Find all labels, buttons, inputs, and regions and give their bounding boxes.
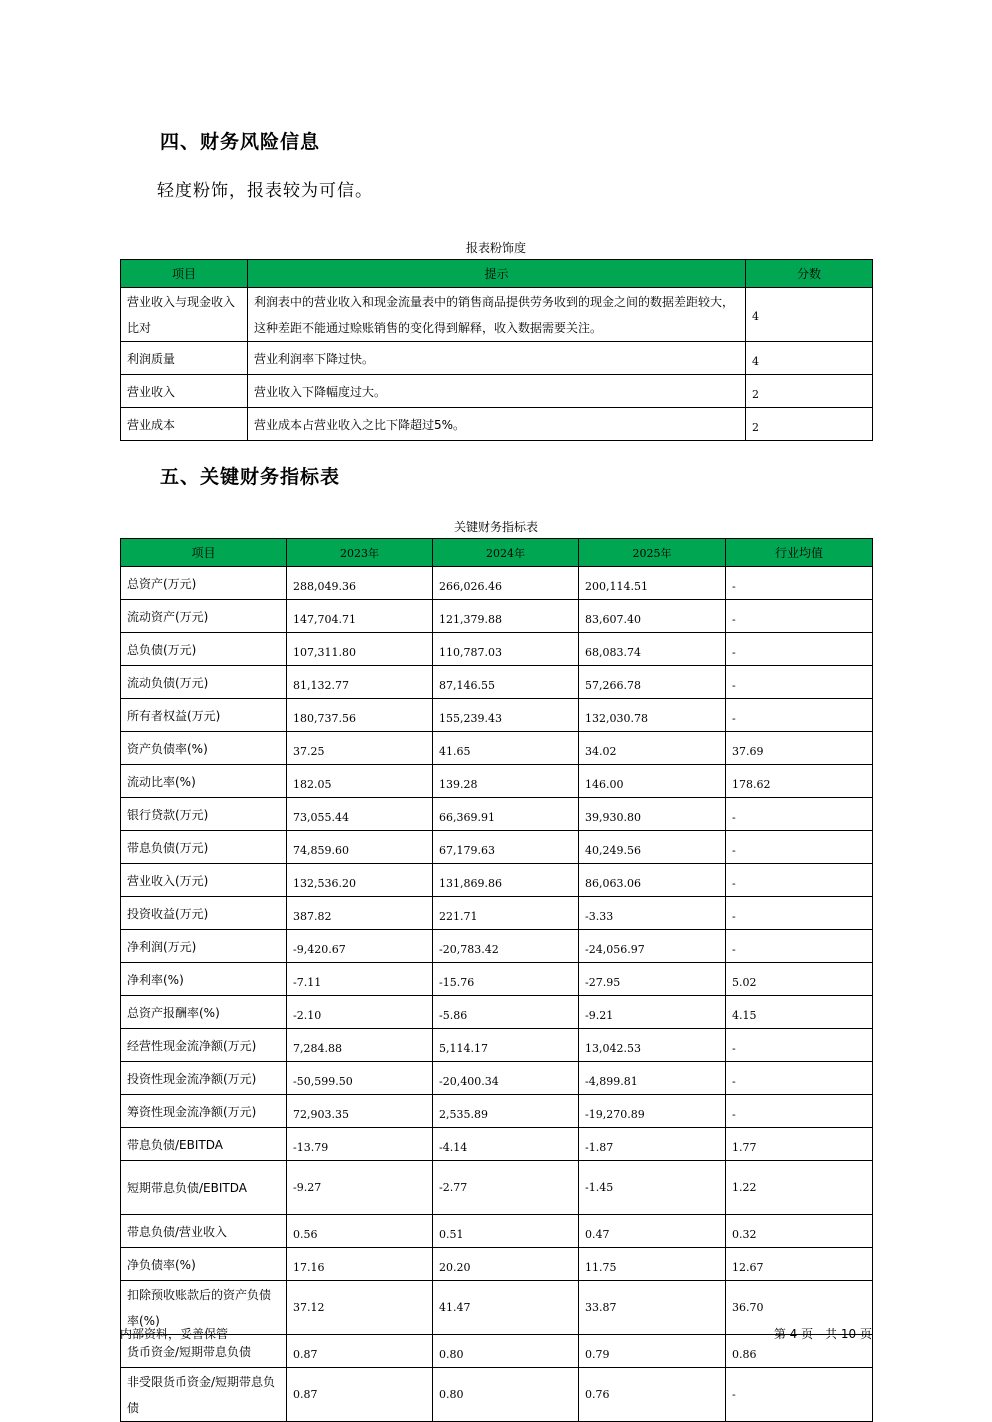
metric-value: 2,535.89 [433, 1095, 579, 1128]
metric-value: -15.76 [433, 963, 579, 996]
metric-name: 所有者权益(万元) [121, 699, 287, 732]
risk-item: 营业收入与现金收入比对 [121, 288, 248, 342]
table-row [121, 1029, 873, 1062]
metrics-header-item: 项目 [121, 539, 287, 567]
metric-value: 33.87 [579, 1281, 726, 1335]
metric-name: 带息负债/营业收入 [121, 1215, 287, 1248]
table-row [121, 1215, 873, 1248]
metric-value: -27.95 [579, 963, 726, 996]
metric-value: -4.14 [433, 1128, 579, 1161]
table-row [121, 963, 873, 996]
metric-value: 20.20 [433, 1248, 579, 1281]
metric-value: 67,179.63 [433, 831, 579, 864]
risk-hint: 营业成本占营业收入之比下降超过5%。 [248, 408, 746, 441]
footer-confidential: 内部资料，妥善保管 [120, 1327, 229, 1341]
metrics-table [120, 538, 873, 1422]
metric-value: 155,239.43 [433, 699, 579, 732]
metric-value: -7.11 [287, 963, 433, 996]
metric-value: -20,400.34 [433, 1062, 579, 1095]
risk-header-hint: 提示 [248, 260, 746, 288]
metric-value: 57,266.78 [579, 666, 726, 699]
metric-value: 40,249.56 [579, 831, 726, 864]
metric-name: 营业收入(万元) [121, 864, 287, 897]
metric-value: 132,536.20 [287, 864, 433, 897]
metric-value: 7,284.88 [287, 1029, 433, 1062]
metric-name: 净利润(万元) [121, 930, 287, 963]
metric-value: 266,026.46 [433, 567, 579, 600]
metric-name: 经营性现金流净额(万元) [121, 1029, 287, 1062]
metric-industry-avg: 4.15 [726, 996, 873, 1029]
table-row [121, 1248, 873, 1281]
metric-value: 180,737.56 [287, 699, 433, 732]
metric-value: 86,063.06 [579, 864, 726, 897]
table-row [121, 1368, 873, 1422]
metric-value: 0.80 [433, 1335, 579, 1368]
table-row [121, 408, 873, 441]
metric-name: 扣除预收账款后的资产负债率(%) [121, 1281, 287, 1335]
metric-industry-avg: 1.77 [726, 1128, 873, 1161]
metric-name: 资产负债率(%) [121, 732, 287, 765]
risk-header-score: 分数 [746, 260, 873, 288]
footer-page-number: 第 4 页 共 10 页 [773, 1327, 872, 1341]
metric-value: 68,083.74 [579, 633, 726, 666]
table-row [121, 996, 873, 1029]
risk-item: 利润质量 [121, 342, 248, 375]
metric-industry-avg: - [726, 1029, 873, 1062]
metric-name: 投资收益(万元) [121, 897, 287, 930]
metric-industry-avg: 5.02 [726, 963, 873, 996]
table-row [121, 699, 873, 732]
metric-value: 221.71 [433, 897, 579, 930]
metric-industry-avg: - [726, 864, 873, 897]
metric-value: 73,055.44 [287, 798, 433, 831]
table-row [121, 342, 873, 375]
metric-industry-avg: - [726, 798, 873, 831]
table-row [121, 798, 873, 831]
risk-summary: 轻度粉饰，报表较为可信。 [157, 181, 373, 201]
table-row [121, 765, 873, 798]
metric-value: 74,859.60 [287, 831, 433, 864]
metric-name: 流动比率(%) [121, 765, 287, 798]
table-row [121, 930, 873, 963]
metric-value: -9.27 [287, 1161, 433, 1215]
risk-score: 2 [746, 375, 873, 408]
risk-hint: 营业收入下降幅度过大。 [248, 375, 746, 408]
metric-value: -9.21 [579, 996, 726, 1029]
metric-value: -1.87 [579, 1128, 726, 1161]
table-row [121, 288, 873, 342]
metric-value: 131,869.86 [433, 864, 579, 897]
metric-industry-avg: - [726, 567, 873, 600]
risk-table [120, 259, 873, 441]
metric-value: -1.45 [579, 1161, 726, 1215]
metric-value: -4,899.81 [579, 1062, 726, 1095]
metric-industry-avg: 0.32 [726, 1215, 873, 1248]
metric-value: 132,030.78 [579, 699, 726, 732]
metric-value: 66,369.91 [433, 798, 579, 831]
metrics-header-2024: 2024年 [433, 539, 579, 567]
metric-value: 139.28 [433, 765, 579, 798]
table-row [121, 1161, 873, 1215]
metric-value: 0.56 [287, 1215, 433, 1248]
metric-value: 72,903.35 [287, 1095, 433, 1128]
risk-item: 营业收入 [121, 375, 248, 408]
table-row [121, 1281, 873, 1335]
metric-value: -13.79 [287, 1128, 433, 1161]
table-row [121, 375, 873, 408]
metric-value: -5.86 [433, 996, 579, 1029]
metric-value: 0.47 [579, 1215, 726, 1248]
table-row [121, 666, 873, 699]
table-row [121, 1128, 873, 1161]
metric-value: 41.47 [433, 1281, 579, 1335]
metric-industry-avg: 37.69 [726, 732, 873, 765]
risk-item: 营业成本 [121, 408, 248, 441]
metric-value: 81,132.77 [287, 666, 433, 699]
metric-value: 0.87 [287, 1335, 433, 1368]
metric-value: 147,704.71 [287, 600, 433, 633]
section4-heading: 四、财务风险信息 [160, 131, 321, 153]
metric-value: -3.33 [579, 897, 726, 930]
risk-score: 4 [746, 342, 873, 375]
metric-value: 0.51 [433, 1215, 579, 1248]
metrics-header-2023: 2023年 [287, 539, 433, 567]
risk-score: 2 [746, 408, 873, 441]
metric-value: -19,270.89 [579, 1095, 726, 1128]
metric-industry-avg: - [726, 600, 873, 633]
metric-value: -9,420.67 [287, 930, 433, 963]
metric-industry-avg: - [726, 1368, 873, 1422]
metric-value: -20,783.42 [433, 930, 579, 963]
metric-name: 总负债(万元) [121, 633, 287, 666]
metric-name: 总资产(万元) [121, 567, 287, 600]
risk-hint: 利润表中的营业收入和现金流量表中的销售商品提供劳务收到的现金之间的数据差距较大，这种差距不能通过赊账销售的变化得到解释，收入数据需要关注。 [248, 288, 746, 342]
metric-name: 银行贷款(万元) [121, 798, 287, 831]
metric-value: 34.02 [579, 732, 726, 765]
metric-name: 流动负债(万元) [121, 666, 287, 699]
metric-value: 200,114.51 [579, 567, 726, 600]
metric-value: 0.79 [579, 1335, 726, 1368]
metric-industry-avg: - [726, 633, 873, 666]
risk-table-caption: 报表粉饰度 [465, 241, 526, 255]
metrics-header-industry-avg: 行业均值 [726, 539, 873, 567]
metric-industry-avg: - [726, 1095, 873, 1128]
table-row [121, 864, 873, 897]
metric-value: 37.25 [287, 732, 433, 765]
metric-name: 货币资金/短期带息负债 [121, 1335, 287, 1368]
metric-value: 11.75 [579, 1248, 726, 1281]
metric-industry-avg: - [726, 1062, 873, 1095]
metric-industry-avg: 12.67 [726, 1248, 873, 1281]
table-row [121, 1095, 873, 1128]
metric-name: 流动资产(万元) [121, 600, 287, 633]
metric-value: -50,599.50 [287, 1062, 433, 1095]
metric-value: 37.12 [287, 1281, 433, 1335]
table-row [121, 1335, 873, 1368]
metric-industry-avg: - [726, 666, 873, 699]
metric-name: 净负债率(%) [121, 1248, 287, 1281]
metric-value: -2.10 [287, 996, 433, 1029]
table-row [121, 831, 873, 864]
metric-name: 总资产报酬率(%) [121, 996, 287, 1029]
metric-name: 短期带息负债/EBITDA [121, 1161, 287, 1215]
table-row [121, 1062, 873, 1095]
metric-value: 110,787.03 [433, 633, 579, 666]
metric-value: -2.77 [433, 1161, 579, 1215]
metric-industry-avg: - [726, 699, 873, 732]
risk-hint: 营业利润率下降过快。 [248, 342, 746, 375]
metric-industry-avg: 178.62 [726, 765, 873, 798]
risk-score: 4 [746, 288, 873, 342]
metric-name: 带息负债(万元) [121, 831, 287, 864]
metric-value: 107,311.80 [287, 633, 433, 666]
metric-value: 5,114.17 [433, 1029, 579, 1062]
metric-name: 带息负债/EBITDA [121, 1128, 287, 1161]
metric-value: 41.65 [433, 732, 579, 765]
metric-industry-avg: 36.70 [726, 1281, 873, 1335]
metric-industry-avg: - [726, 831, 873, 864]
metric-value: -24,056.97 [579, 930, 726, 963]
metric-value: 87,146.55 [433, 666, 579, 699]
metric-value: 13,042.53 [579, 1029, 726, 1062]
table-row [121, 897, 873, 930]
risk-header-item: 项目 [121, 260, 248, 288]
metrics-table-caption: 关键财务指标表 [453, 520, 538, 534]
metric-name: 非受限货币资金/短期带息负债 [121, 1368, 287, 1422]
metric-value: 0.76 [579, 1368, 726, 1422]
metric-name: 投资性现金流净额(万元) [121, 1062, 287, 1095]
metric-industry-avg: - [726, 930, 873, 963]
table-row [121, 567, 873, 600]
section5-heading: 五、关键财务指标表 [160, 466, 341, 488]
metric-industry-avg: 1.22 [726, 1161, 873, 1215]
metric-value: 17.16 [287, 1248, 433, 1281]
metric-value: 0.87 [287, 1368, 433, 1422]
metrics-header-2025: 2025年 [579, 539, 726, 567]
table-row [121, 732, 873, 765]
metric-name: 净利率(%) [121, 963, 287, 996]
metric-name: 筹资性现金流净额(万元) [121, 1095, 287, 1128]
metric-value: 288,049.36 [287, 567, 433, 600]
metric-value: 39,930.80 [579, 798, 726, 831]
table-row [121, 600, 873, 633]
metric-value: 387.82 [287, 897, 433, 930]
metric-value: 83,607.40 [579, 600, 726, 633]
metric-value: 146.00 [579, 765, 726, 798]
metric-industry-avg: - [726, 897, 873, 930]
table-row [121, 633, 873, 666]
metric-value: 0.80 [433, 1368, 579, 1422]
metric-value: 182.05 [287, 765, 433, 798]
metric-industry-avg: 0.86 [726, 1335, 873, 1368]
metric-value: 121,379.88 [433, 600, 579, 633]
